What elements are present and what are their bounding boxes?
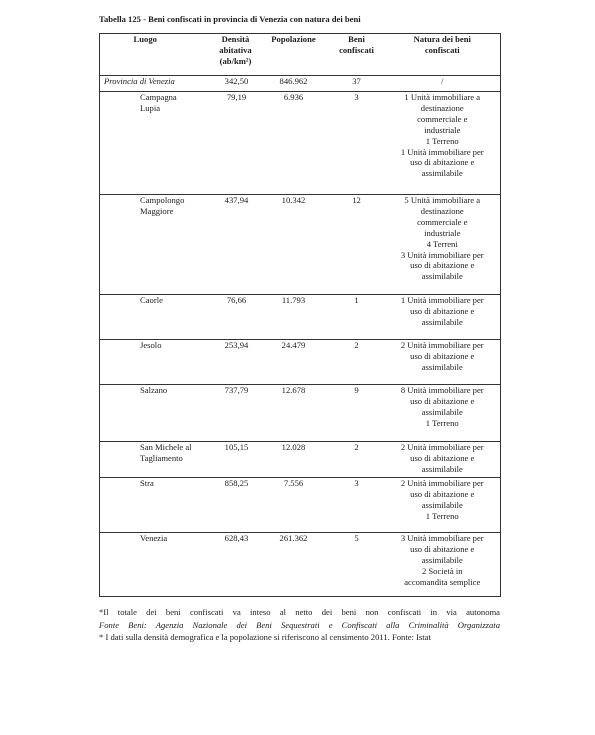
cell-densita: 253,94 bbox=[201, 340, 259, 385]
cell-natura-line: uso di abitazione e bbox=[410, 543, 475, 554]
cell-natura-line: uso di abitazione e bbox=[410, 350, 475, 361]
cell-densita: 858,25 bbox=[201, 478, 259, 533]
table-header-row bbox=[100, 34, 501, 76]
cell-natura bbox=[385, 92, 501, 195]
cell-luogo-line: Maggiore bbox=[140, 205, 174, 216]
header-beni-line: confiscati bbox=[339, 44, 374, 55]
cell-natura-line: commerciale e bbox=[417, 216, 468, 227]
cell-densita: 737,79 bbox=[201, 385, 259, 442]
table-row bbox=[100, 195, 501, 295]
cell-natura-line: 3 Unità immobiliare per bbox=[400, 249, 484, 260]
cell-natura-line: assimilabile bbox=[421, 499, 463, 510]
cell-natura-line: uso di abitazione e bbox=[410, 157, 475, 168]
note-source: Fonte Beni: Agenzia Nazionale dei Beni Sequestrati e Confiscati alla Criminalità Organizzata bbox=[99, 619, 500, 630]
cell-beni: 12 bbox=[329, 195, 385, 295]
cell-natura-line: 2 Unità immobiliare per bbox=[400, 478, 484, 488]
header-natura bbox=[385, 34, 501, 76]
cell-natura bbox=[385, 340, 501, 385]
cell-popolazione: 10.342 bbox=[259, 195, 329, 295]
cell-natura-line: 2 Società in bbox=[421, 565, 463, 576]
table-row bbox=[100, 92, 501, 195]
cell-natura bbox=[385, 478, 501, 533]
cell-luogo-line: Campagna bbox=[140, 92, 177, 102]
cell-natura-line: industriale bbox=[424, 227, 461, 238]
header-beni bbox=[329, 34, 385, 76]
cell-natura-line: 1 Terreno bbox=[425, 135, 459, 146]
cell-luogo bbox=[100, 92, 201, 195]
cell-beni: 5 bbox=[329, 533, 385, 597]
note-total: *Il totale dei beni confiscati va inteso al netto dei beni non confiscati in via autonoma bbox=[99, 607, 500, 617]
header-densita-line: (ab/km²) bbox=[219, 55, 252, 66]
cell-densita: 437,94 bbox=[201, 195, 259, 295]
cell-beni: 9 bbox=[329, 385, 385, 442]
cell-luogo bbox=[100, 442, 201, 478]
cell-luogo-line: Salzano bbox=[140, 385, 168, 395]
cell-natura-line: 5 Unità immobiliare a bbox=[404, 195, 481, 205]
cell-natura-line: uso di abitazione e bbox=[410, 488, 475, 499]
cell-popolazione: 6.936 bbox=[259, 92, 329, 195]
cell-beni: 3 bbox=[329, 478, 385, 533]
header-luogo bbox=[100, 34, 201, 76]
table-row bbox=[100, 295, 501, 340]
header-popolazione bbox=[259, 34, 329, 76]
cell-luogo bbox=[100, 478, 201, 533]
header-densita bbox=[201, 34, 259, 76]
table-row bbox=[100, 340, 501, 385]
cell-natura-line: 1 Terreno bbox=[425, 417, 459, 428]
cell-natura-line: 2 Unità immobiliare per bbox=[400, 442, 484, 452]
cell-natura-line: accomandita semplice bbox=[404, 576, 481, 587]
cell-natura-line: 1 Terreno bbox=[425, 510, 459, 521]
header-densita-line: Densità bbox=[221, 34, 250, 44]
province-row bbox=[100, 76, 501, 92]
cell-luogo-line: Stra bbox=[140, 478, 154, 488]
cell-natura-line: assimilabile bbox=[421, 406, 463, 417]
cell-luogo bbox=[100, 340, 201, 385]
confiscated-assets-table bbox=[99, 33, 501, 597]
cell-luogo bbox=[100, 195, 201, 295]
table-row bbox=[100, 442, 501, 478]
cell-natura-line: 3 Unità immobiliare per bbox=[400, 533, 484, 543]
cell-natura-line: assimilabile bbox=[421, 168, 463, 179]
cell-natura-line: uso di abitazione e bbox=[410, 305, 475, 316]
header-natura-line: Natura dei beni bbox=[413, 34, 471, 44]
cell-natura-line: assimilabile bbox=[421, 463, 463, 474]
cell-natura-line: 1 Unità immobiliare per bbox=[400, 295, 484, 305]
cell-natura-line: uso di abitazione e bbox=[410, 260, 475, 271]
cell-popolazione: 261.362 bbox=[259, 533, 329, 597]
header-beni-line: Beni bbox=[348, 34, 365, 44]
cell-densita: 79,19 bbox=[201, 92, 259, 195]
cell-natura-line: 1 Unità immobiliare per bbox=[400, 146, 484, 157]
province-popolazione: 846.962 bbox=[259, 76, 329, 92]
cell-natura-line: uso di abitazione e bbox=[410, 395, 475, 406]
province-densita: 342,50 bbox=[201, 76, 259, 92]
header-luogo-text: Luogo bbox=[133, 34, 157, 44]
table-row bbox=[100, 478, 501, 533]
cell-popolazione: 7.556 bbox=[259, 478, 329, 533]
cell-luogo bbox=[100, 385, 201, 442]
province-beni: 37 bbox=[329, 76, 385, 92]
note-census: * I dati sulla densità demografica e la popolazione si riferiscono al censimento 2011. Fonte: Istat bbox=[99, 632, 431, 643]
cell-natura-line: destinazione bbox=[420, 205, 464, 216]
table-row bbox=[100, 385, 501, 442]
cell-densita: 628,43 bbox=[201, 533, 259, 597]
cell-luogo-line: Lupia bbox=[140, 102, 161, 113]
cell-popolazione: 12.028 bbox=[259, 442, 329, 478]
table-caption: Tabella 125 - Beni confiscati in provincia di Venezia con natura dei beni bbox=[99, 14, 361, 24]
cell-densita: 105,15 bbox=[201, 442, 259, 478]
cell-popolazione: 24.479 bbox=[259, 340, 329, 385]
cell-natura-line: 2 Unità immobiliare per bbox=[400, 340, 484, 350]
header-natura-line: confiscati bbox=[424, 44, 460, 55]
table-row bbox=[100, 533, 501, 597]
cell-luogo bbox=[100, 533, 201, 597]
cell-natura-line: assimilabile bbox=[421, 271, 463, 282]
header-densita-line: abitativa bbox=[219, 44, 252, 55]
cell-natura bbox=[385, 533, 501, 597]
province-name: Provincia di Venezia bbox=[100, 76, 201, 92]
cell-beni: 2 bbox=[329, 340, 385, 385]
cell-beni: 3 bbox=[329, 92, 385, 195]
cell-popolazione: 12.678 bbox=[259, 385, 329, 442]
cell-natura-line: 4 Terreni bbox=[426, 238, 458, 249]
cell-luogo-line: San Michele al bbox=[140, 442, 192, 452]
cell-luogo-line: Jesolo bbox=[140, 340, 162, 350]
header-popolazione-text: Popolazione bbox=[271, 34, 316, 44]
cell-densita: 76,66 bbox=[201, 295, 259, 340]
cell-natura bbox=[385, 295, 501, 340]
cell-luogo-line: Caorle bbox=[140, 295, 163, 305]
cell-natura bbox=[385, 385, 501, 442]
cell-natura-line: uso di abitazione e bbox=[410, 452, 475, 463]
cell-luogo-line: Campolongo bbox=[140, 195, 185, 205]
cell-popolazione: 11.793 bbox=[259, 295, 329, 340]
cell-natura-line: 8 Unità immobiliare per bbox=[400, 385, 484, 395]
cell-natura bbox=[385, 195, 501, 295]
cell-natura bbox=[385, 442, 501, 478]
table-notes bbox=[99, 606, 500, 644]
cell-natura-line: industriale bbox=[424, 124, 461, 135]
cell-natura-line: destinazione bbox=[420, 102, 464, 113]
cell-beni: 1 bbox=[329, 295, 385, 340]
cell-natura-line: commerciale e bbox=[417, 113, 468, 124]
cell-luogo bbox=[100, 295, 201, 340]
cell-natura-line: assimilabile bbox=[421, 316, 463, 327]
cell-beni: 2 bbox=[329, 442, 385, 478]
cell-natura-line: assimilabile bbox=[421, 361, 463, 372]
cell-luogo-line: Tagliamento bbox=[140, 452, 183, 463]
cell-luogo-line: Venezia bbox=[140, 533, 168, 543]
cell-natura-line: 1 Unità immobiliare a bbox=[404, 92, 481, 102]
province-natura: / bbox=[385, 76, 501, 92]
cell-natura-line: assimilabile bbox=[421, 554, 463, 565]
